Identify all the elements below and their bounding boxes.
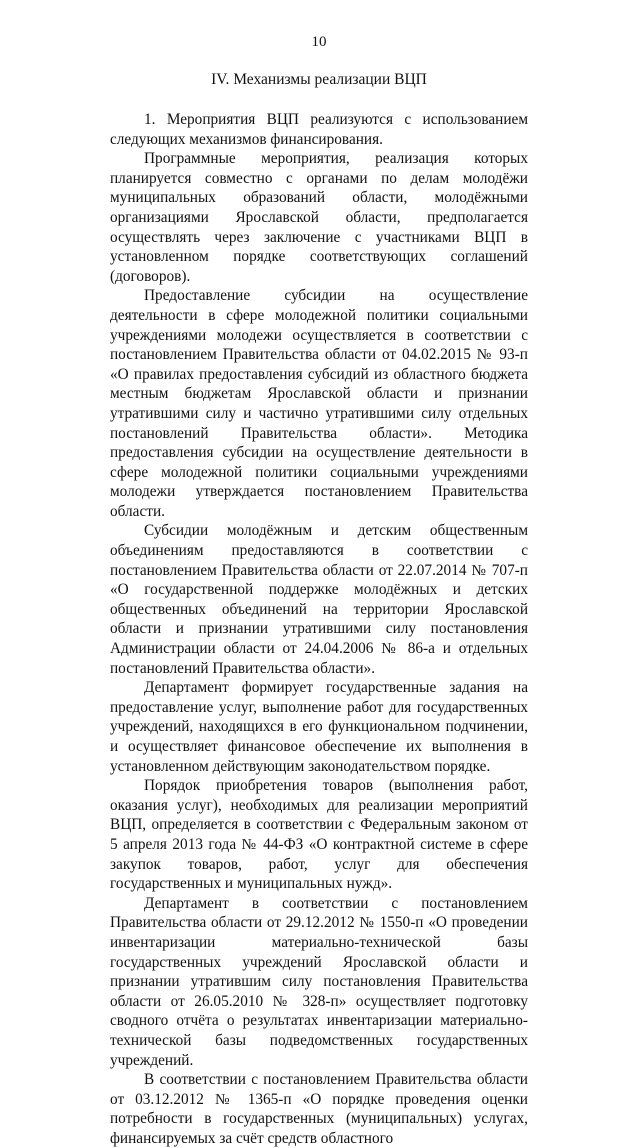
paragraph-needs-assessment: В соответствии с постановлением Правительства области от 03.12.2012 № 1365-п «О порядке проведения оценки потребности в государственных (муниципальных) услугах, финансируемых за счёт средств областного [110, 1071, 528, 1147]
page-number: 10 [311, 34, 327, 50]
paragraph-inventory: Департамент в соответствии с постановлением Правительства области от 29.12.2012 № 1550-п «О проведении инвентаризации материально-технической базы государственных учреждений Ярославской области и признании утратившим силу постановления Правительства области от 26.05.2010 № 328-п» осуществляет подготовку сводного отчёта о результатах инвентаризации материально-технической базы подведомственных государственных учреждений. [110, 894, 528, 1069]
paragraph-program-activities: Программные мероприятия, реализация которых планируется совместно с органами по делам молодёжи муниципальных образований области, молодёжными организациями Ярославской области, предполагается осуществлять через заключение с участниками ВЦП в установленном порядке соответствующих соглашений (договоров). [110, 150, 528, 285]
paragraph-procurement: Порядок приобретения товаров (выполнения работ, оказания услуг), необходимых для реализации мероприятий ВЦП, определяется в соответствии с Федеральным законом от 5 апреля 2013 года № 44-ФЗ «О контрактной системе в сфере закупок товаров, работ, услуг для обеспечения государственных и муниципальных нужд». [110, 777, 528, 893]
section-title: IV. Механизмы реализации ВЦП [211, 71, 427, 88]
paragraph-state-assignments: Департамент формирует государственные задания на предоставление услуг, выполнение работ для государственных учреждений, находящихся в его функциональном подчинении, и осуществляет финансовое обеспечение их выполнения в установленном действующим законодательством порядке. [110, 679, 528, 775]
paragraph-financing-mechanisms: 1. Мероприятия ВЦП реализуются с использованием следующих механизмов финансирования. [110, 111, 528, 148]
paragraph-subsidy-youth-policy: Предоставление субсидии на осуществление деятельности в сфере молодежной политики социальными учреждениями молодежи осуществляется в соответствии с постановлением Правительства области от 04.02.2015 № 93-п «О правилах предоставления субсидий из областного бюджета местным бюджетам Ярославской области и признании утратившими силу и частично утратившими силу отдельных постановлений Правительства области». Методика предоставления субсидии на осуществление деятельности в сфере молодежной политики социальными учреждениями молодежи утверждается постановлением Правительства области. [110, 287, 528, 520]
document-page [110, 32, 528, 1148]
paragraph-subsidy-associations: Субсидии молодёжным и детским общественным объединениям предоставляются в соответствии с постановлением Правительства области от 22.07.2014 № 707-п «О государственной поддержке молодёжных и детских общественных объединений на территории Ярославской области и признании утратившими силу постановления Администрации области от 24.04.2006 № 86-а и отдельных постановлений Правительства области». [110, 522, 528, 677]
